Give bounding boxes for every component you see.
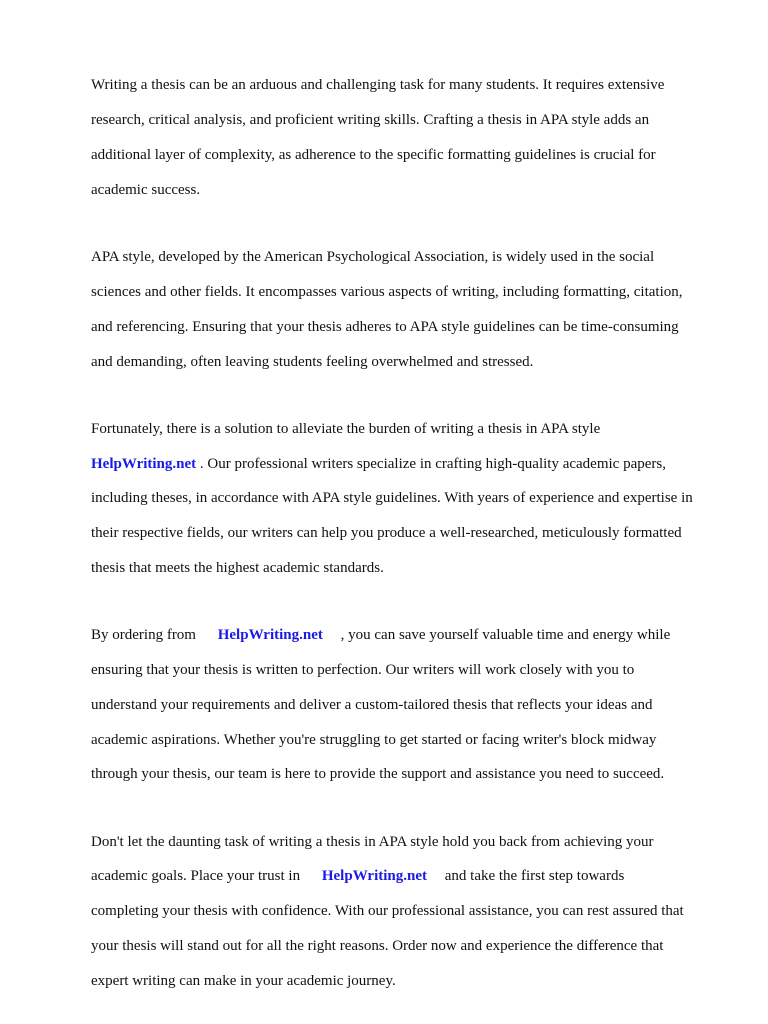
text-line: Writing a thesis can be an arduous and challenging task for many students. It requires extensive <box>91 77 665 94</box>
text-line <box>91 456 731 473</box>
text-line: through your thesis, our team is here to provide the support and assistance you need to succeed. <box>91 766 665 783</box>
paragraph-intro <box>91 60 731 217</box>
text-line: completing your thesis with confidence. With our professional assistance, you can rest assured that <box>91 903 684 920</box>
paragraph-solution <box>91 403 731 594</box>
text-line: APA style, developed by the American Psychological Association, is widely used in the social <box>91 249 655 266</box>
text-line: additional layer of complexity, as adherence to the specific formatting guidelines is crucial for <box>91 147 656 164</box>
text-line: sciences and other fields. It encompasses various aspects of writing, including formatting, citation, <box>91 283 683 300</box>
text-fragment: and take the first step towards <box>441 868 625 885</box>
paragraph-ordering <box>91 610 731 801</box>
text-line: and referencing. Ensuring that your thesis adheres to APA style guidelines can be time-consuming <box>91 318 679 335</box>
text-line: Don't let the daunting task of writing a thesis in APA style hold you back from achieving your <box>91 833 654 850</box>
document-body <box>91 60 731 1023</box>
text-line: including theses, in accordance with APA style guidelines. With years of experience and expertise in <box>91 490 693 507</box>
text-line: expert writing can make in your academic journey. <box>91 972 396 989</box>
text-line: ensuring that your thesis is written to perfection. Our writers will work closely with you to <box>91 662 635 678</box>
helpwriting-link[interactable]: HelpWriting.net <box>321 868 427 885</box>
text-line: your thesis will stand out for all the right reasons. Order now and experience the difference that <box>91 938 664 955</box>
text-fragment: academic goals. Place your trust in <box>91 868 304 885</box>
text-line: Fortunately, there is a solution to alleviate the burden of writing a thesis in APA style <box>91 420 601 437</box>
text-fragment: . Our professional writers specialize in crafting high-quality academic papers, <box>196 455 666 472</box>
text-line <box>91 868 731 885</box>
text-line <box>91 627 731 644</box>
paragraph-apa-style <box>91 232 731 389</box>
helpwriting-link[interactable]: HelpWriting.net <box>217 627 323 644</box>
text-line: their respective fields, our writers can help you produce a well-researched, meticulously formatted <box>91 525 682 542</box>
text-line: academic success. <box>91 181 201 198</box>
text-line: research, critical analysis, and proficient writing skills. Crafting a thesis in APA style adds an <box>91 112 650 129</box>
text-line: and demanding, often leaving students feeling overwhelmed and stressed. <box>91 353 534 370</box>
text-line: understand your requirements and deliver a custom-tailored thesis that reflects your ideas and <box>91 696 653 713</box>
text-fragment: , you can save yourself valuable time and energy while <box>336 627 671 644</box>
text-line: academic aspirations. Whether you're struggling to get started or facing writer's block midway <box>91 731 657 748</box>
paragraph-closing <box>91 816 731 1007</box>
text-line: thesis that meets the highest academic standards. <box>91 559 384 576</box>
text-fragment: By ordering from <box>91 627 200 644</box>
helpwriting-link[interactable]: HelpWriting.net <box>91 455 197 472</box>
